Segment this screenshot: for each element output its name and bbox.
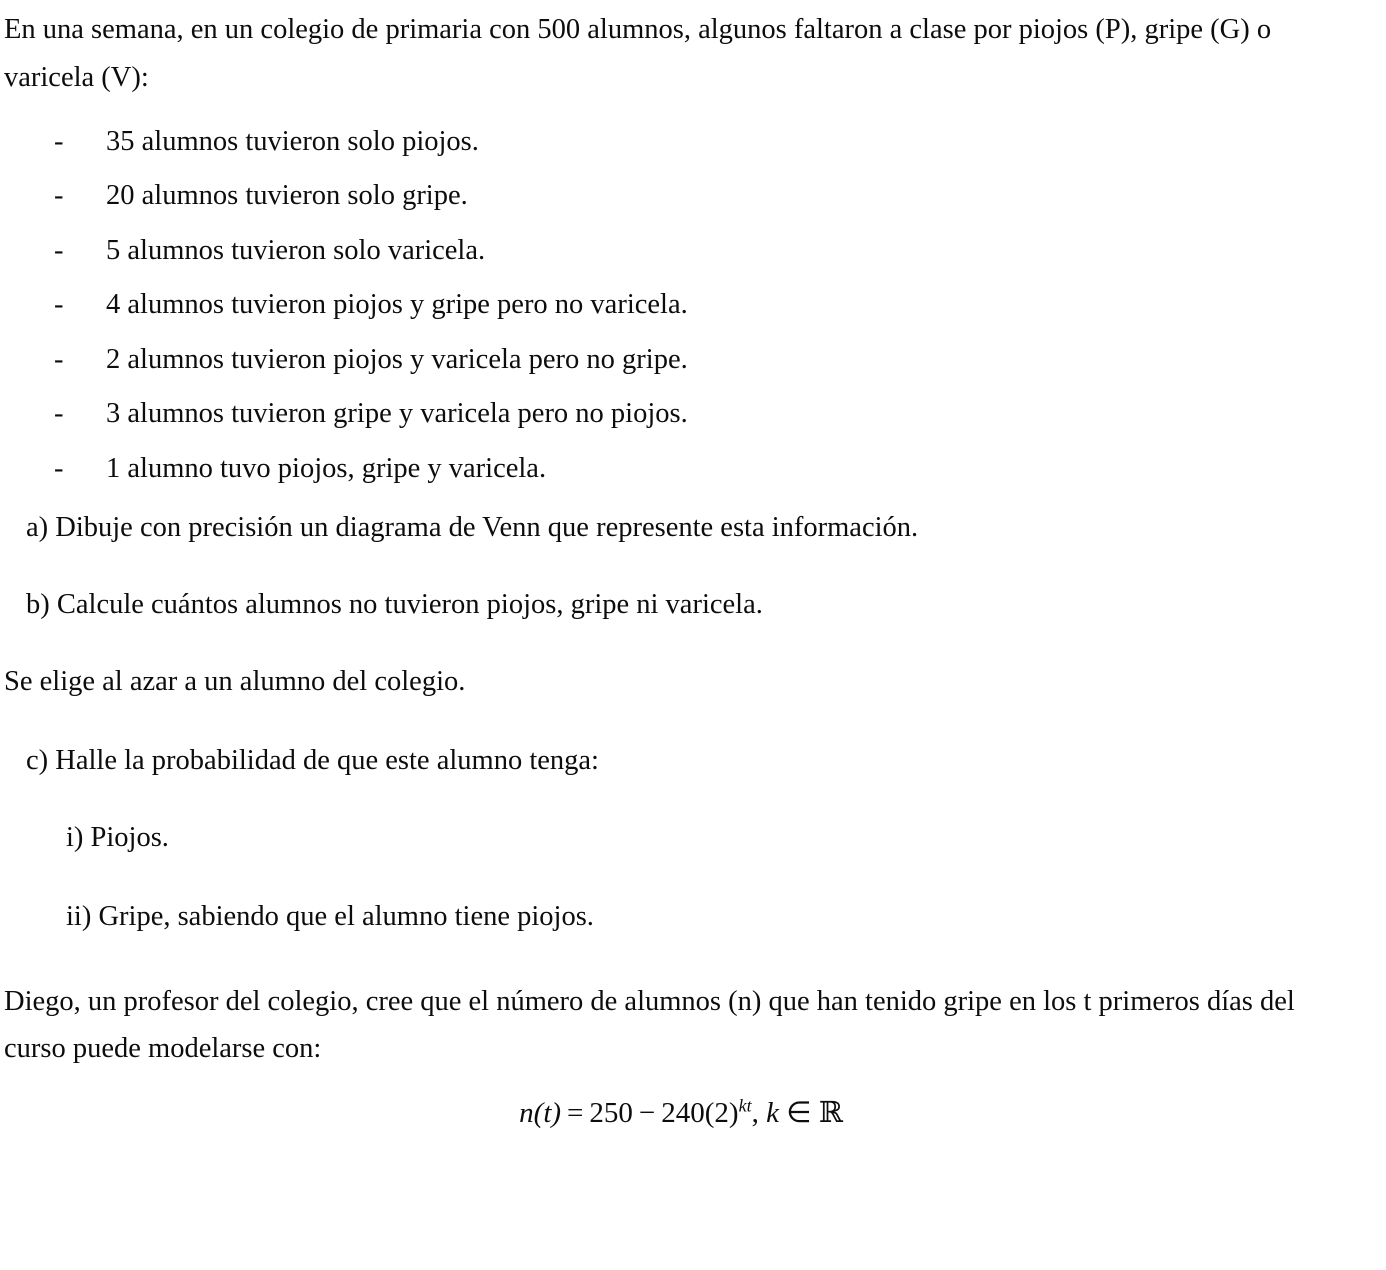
list-item-text: 1 alumno tuvo piojos, gripe y varicela. (106, 452, 547, 484)
bullet-marker: - (54, 343, 64, 375)
random-selection-statement: Se elige al azar a un alumno del colegio. (4, 666, 466, 698)
bullet-marker: - (54, 125, 64, 157)
question-c-i: i) Piojos. (66, 822, 169, 854)
formula-constant: 250 (589, 1097, 633, 1130)
intro-paragraph: En una semana, en un colegio de primaria con 500 alumnos, algunos faltaron a clase por piojos (P), gripe (G) o varicela (V): (4, 14, 1272, 93)
question-b: b) Calcule cuántos alumnos no tuvieron piojos, gripe ni varicela. (26, 589, 763, 621)
list-item-text: 3 alumnos tuvieron gripe y varicela pero no piojos. (106, 398, 688, 430)
bullet-marker: - (54, 180, 64, 212)
list-item-text: 20 alumnos tuvieron solo gripe. (106, 180, 468, 212)
formula-membership: ∈ (786, 1097, 812, 1130)
bullet-marker: - (54, 398, 64, 430)
list-item (4, 400, 1358, 429)
formula-comma: , (751, 1097, 759, 1130)
formula-equals: = (567, 1097, 584, 1130)
formula-minus: − (638, 1097, 656, 1130)
bullet-marker: - (54, 452, 64, 484)
formula-coefficient: 240(2) (661, 1097, 739, 1130)
question-c: c) Halle la probabilidad de que este alumno tenga: (26, 745, 599, 777)
formula-function: n(t) (519, 1097, 562, 1130)
list-item (4, 291, 1358, 320)
formula-exponent: kt (738, 1095, 752, 1116)
list-item-text: 2 alumnos tuvieron piojos y varicela pero no gripe. (106, 343, 688, 375)
list-item (4, 234, 1358, 266)
list-item-text: 5 alumnos tuvieron solo varicela. (106, 234, 486, 266)
question-a: a) Dibuje con precisión un diagrama de Venn que represente esta información. (26, 512, 919, 544)
question-c-ii: ii) Gripe, sabiendo que el alumno tiene piojos. (66, 901, 594, 933)
formula-parameter: k (766, 1097, 779, 1130)
list-item-text: 4 alumnos tuvieron piojos y gripe pero no varicela. (106, 289, 688, 321)
bullet-marker: - (54, 289, 64, 321)
list-item (4, 343, 1358, 375)
list-item (4, 452, 1358, 484)
model-paragraph: Diego, un profesor del colegio, cree que el número de alumnos (n) que han tenido gripe en los t primeros días del curso puede modelarse con: (4, 985, 1295, 1065)
formula-expression (4, 1095, 1358, 1130)
bullet-list (4, 125, 1358, 484)
list-item-text: 35 alumnos tuvieron solo piojos. (106, 125, 479, 157)
list-item (4, 125, 1358, 157)
formula-set: ℝ (818, 1095, 843, 1130)
list-item (4, 182, 1358, 211)
bullet-marker: - (54, 234, 64, 266)
